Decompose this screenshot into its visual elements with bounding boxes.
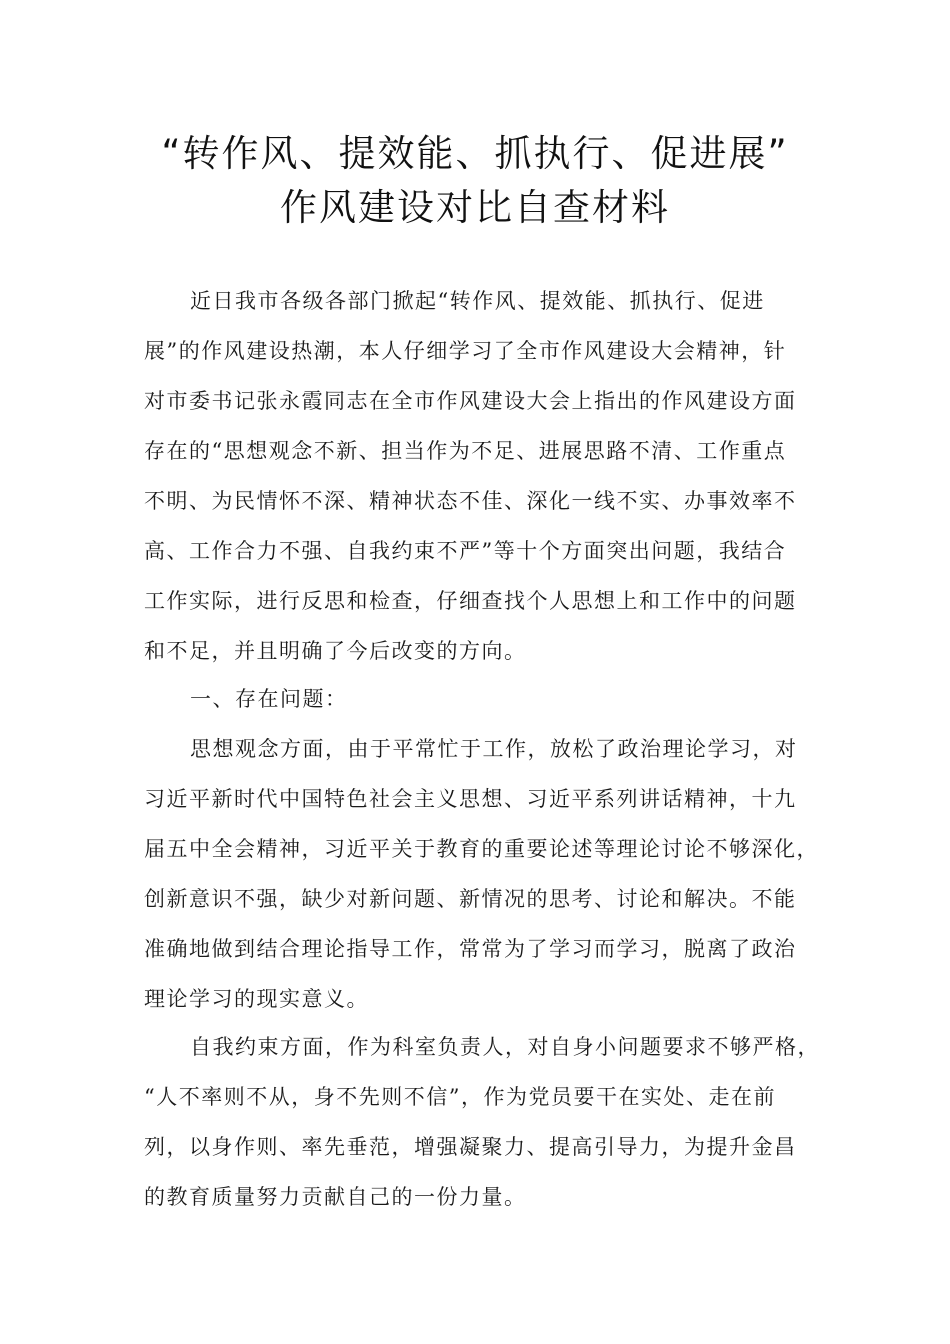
paragraph-line: 展”的作风建设热潮，本人仔细学习了全市作风建设大会精神，针: [144, 339, 787, 363]
paragraph-line: 不明、为民情怀不深、精神状态不佳、深化一线不实、办事效率不: [144, 489, 797, 513]
paragraph-line: 思想观念方面，由于平常忙于工作，放松了政治理论学习，对: [190, 737, 798, 761]
paragraph-line: 创新意识不强，缺少对新问题、新情况的思考、讨论和解决。不能: [144, 887, 797, 911]
paragraph-line: “人不率则不从，身不先则不信”，作为党员要干在实处、走在前: [144, 1085, 776, 1109]
paragraph-line: 对市委书记张永霞同志在全市作风建设大会上指出的作风建设方面: [144, 389, 797, 413]
paragraph-line: 列，以身作则、率先垂范，增强凝聚力、提高引导力，为提升金昌: [144, 1135, 797, 1159]
paragraph-line: 自我约束方面，作为科室负责人，对自身小问题要求不够严格，: [190, 1035, 820, 1059]
paragraph-line: 存在的“思想观念不新、担当作为不足、进展思路不清、工作重点: [144, 439, 787, 463]
paragraph-line: 高、工作合力不强、自我约束不严”等十个方面突出问题，我结合: [144, 539, 787, 563]
paragraph-line: 近日我市各级各部门掀起“转作风、提效能、抓执行、促进: [190, 289, 765, 313]
section-heading-line: 一、存在问题：: [190, 687, 348, 711]
document-title-line-2: 作风建设对比自查材料: [280, 186, 670, 229]
paragraph-line: 理论学习的现实意义。: [144, 987, 369, 1011]
paragraph-line: 准确地做到结合理论指导工作，常常为了学习而学习，脱离了政治: [144, 937, 797, 961]
paragraph-line: 工作实际，进行反思和检查，仔细查找个人思想上和工作中的问题: [144, 589, 797, 613]
paragraph-line: 和不足，并且明确了今后改变的方向。: [144, 639, 527, 663]
document-title-line-1: “转作风、提效能、抓执行、促进展”: [161, 132, 789, 175]
paragraph-line: 的教育质量努力贡献自己的一份力量。: [144, 1185, 527, 1209]
paragraph-line: 届五中全会精神，习近平关于教育的重要论述等理论讨论不够深化，: [144, 837, 819, 861]
paragraph-line: 习近平新时代中国特色社会主义思想、习近平系列讲话精神，十九: [144, 787, 797, 811]
